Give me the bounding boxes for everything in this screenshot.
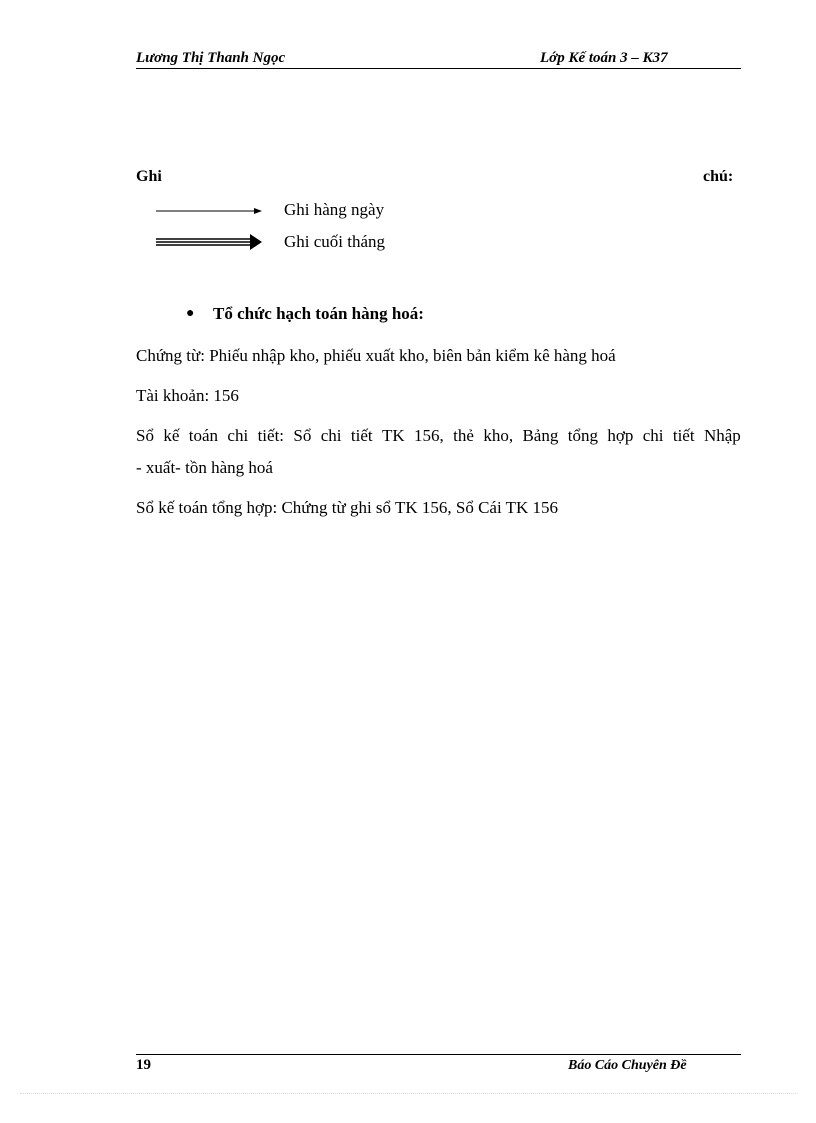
detail-ledger-word: chi bbox=[320, 426, 342, 445]
detail-ledger-word: chi bbox=[642, 426, 664, 445]
detail-ledger-word: toán bbox=[188, 426, 219, 445]
page-number: 19 bbox=[136, 1057, 151, 1073]
detail-ledger-word: tiết: bbox=[257, 426, 285, 445]
detail-ledger-word: 156, bbox=[414, 426, 444, 445]
header-class: Lớp Kế toán 3 – K37 bbox=[540, 50, 668, 66]
general-ledger-line: Sổ kế toán tổng hợp: Chứng từ ghi sổ TK 156, Sổ Cái TK 156 bbox=[136, 498, 559, 517]
detail-ledger-word: TK bbox=[382, 426, 405, 445]
detail-ledger-continuation: - xuất- tồn hàng hoá bbox=[136, 458, 273, 477]
double-arrow-icon bbox=[156, 232, 266, 252]
account-line: Tài khoản: 156 bbox=[136, 386, 239, 405]
legend-item-monthly: Ghi cuối tháng bbox=[284, 232, 386, 251]
detail-ledger-word: thẻ bbox=[453, 426, 474, 445]
thin-arrow-icon bbox=[156, 205, 266, 217]
detail-ledger-word: Bảng bbox=[522, 426, 559, 445]
section-title: Tổ chức hạch toán hàng hoá: bbox=[213, 304, 424, 323]
detail-ledger-word: kho, bbox=[483, 426, 514, 445]
footer-report-title: Báo Cáo Chuyên Đề bbox=[568, 1058, 687, 1073]
detail-ledger-word: tổng bbox=[567, 426, 598, 445]
detail-ledger-word: hợp bbox=[607, 426, 634, 445]
page-bottom-dotted-line bbox=[20, 1093, 796, 1094]
legend-item-daily: Ghi hàng ngày bbox=[284, 200, 385, 219]
detail-ledger-word: tiết bbox=[350, 426, 373, 445]
detail-ledger-word: Nhập bbox=[703, 426, 741, 445]
detail-ledger-word: Sổ bbox=[136, 426, 154, 445]
header-author: Lương Thị Thanh Ngọc bbox=[136, 50, 286, 66]
vouchers-line: Chứng từ: Phiếu nhập kho, phiếu xuất kho, biên bản kiểm kê hàng hoá bbox=[136, 346, 616, 365]
legend-label-right: chú: bbox=[703, 168, 734, 185]
header-rule bbox=[136, 68, 741, 69]
legend-label-left: Ghi bbox=[136, 168, 162, 185]
footer-rule bbox=[136, 1054, 741, 1055]
detail-ledger-word: kế bbox=[163, 426, 180, 445]
detail-ledger-word: Sổ bbox=[293, 426, 312, 445]
bullet-icon: ● bbox=[186, 306, 195, 321]
detail-ledger-word: chi bbox=[227, 426, 249, 445]
detail-ledger-word: tiết bbox=[672, 426, 695, 445]
detail-ledger-line bbox=[136, 426, 741, 446]
